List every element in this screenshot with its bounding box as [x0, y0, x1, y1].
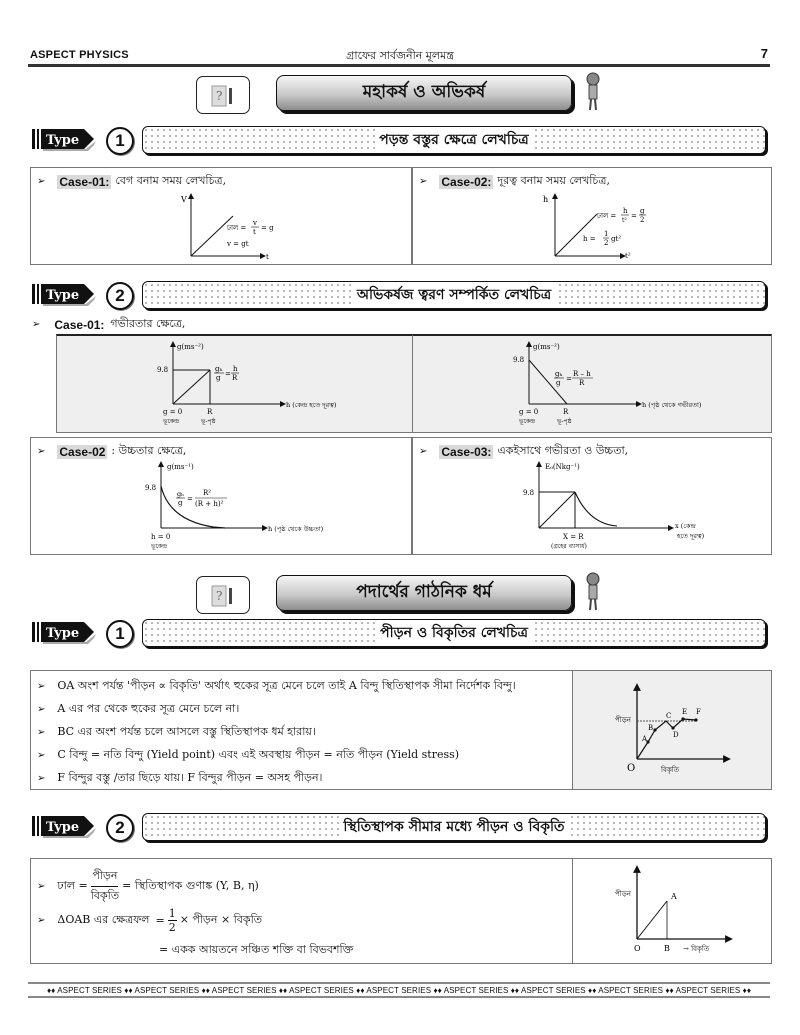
svg-text:পীড়ন: পীড়ন [615, 890, 631, 898]
type-badge [32, 814, 94, 836]
formula-row [37, 867, 259, 906]
arrow-bullet-icon: ➢ [419, 176, 428, 187]
svg-text:h = 0: h = 0 [151, 533, 171, 541]
svg-text:2: 2 [604, 239, 609, 247]
svg-text:R: R [207, 408, 213, 416]
svg-text:(গ্রহের ব্যাসার্ধ): (গ্রহের ব্যাসার্ধ) [551, 543, 587, 550]
formula-text: ঢাল = [57, 879, 88, 892]
mascot-icon [584, 572, 602, 612]
type-title-bar [142, 619, 766, 647]
svg-text:(R + h)²: (R + h)² [195, 500, 224, 508]
svg-text:g(ms⁻²): g(ms⁻²) [533, 343, 560, 351]
stress-strain-linear-panel [572, 858, 772, 964]
svg-text:9.8: 9.8 [157, 366, 169, 374]
svg-text:ভূকেন্দ্র: ভূকেন্দ্র [519, 418, 535, 425]
running-title: গ্রাফের সার্বজনীন মূলমন্ত্র [346, 49, 454, 62]
svg-text:R: R [563, 408, 569, 416]
svg-text:C: C [666, 712, 672, 720]
svg-text:ভূ-পৃষ্ঠ: ভূ-পৃষ্ঠ [201, 418, 216, 425]
type-number: 1 [106, 127, 134, 155]
svg-text:O: O [634, 944, 641, 953]
type-number: 2 [106, 814, 134, 842]
arrow-bullet-icon: ➢ [32, 319, 41, 330]
formula-text: = স্থিতিস্থাপক গুণাঙ্ক (Y, B, η) [122, 879, 259, 892]
svg-text:→ বিকৃতি: → বিকৃতি [683, 945, 710, 953]
arrow-bullet-icon: ➢ [37, 727, 46, 738]
case-label: Case-01: [54, 317, 105, 332]
depth-graph-surface [509, 338, 769, 430]
question-document-icon [196, 576, 250, 614]
numerator: 1 [168, 907, 176, 920]
case-text: গভীরতার ক্ষেত্রে, [110, 317, 186, 330]
case-box [412, 437, 772, 555]
svg-text:B: B [664, 944, 670, 953]
bullet-list-box [30, 670, 574, 790]
svg-text:R: R [232, 374, 238, 382]
case-text: বেগ বনাম সময় লেখচিত্র, [115, 174, 227, 187]
svg-text:Type: Type [46, 820, 80, 835]
svg-text:Type: Type [46, 626, 80, 641]
svg-text:E: E [682, 708, 688, 716]
type-title-bar [142, 813, 766, 841]
svg-text:Type: Type [46, 288, 80, 303]
bullet-item [37, 721, 573, 744]
chapter-title [276, 75, 572, 111]
case-box [30, 167, 412, 265]
footer-rule-bottom [28, 996, 770, 998]
bullet-item [37, 675, 573, 698]
type-title-bar [142, 281, 766, 309]
arrow-bullet-icon: ➢ [37, 704, 46, 715]
svg-text:ভূ-পৃষ্ঠ: ভূ-পৃষ্ঠ [557, 418, 572, 425]
svg-text:h (পৃষ্ঠ থেকে গভীরতা): h (পৃষ্ঠ থেকে গভীরতা) [642, 401, 702, 409]
footer-series-text: ♦♦ ASPECT SERIES ♦♦ ASPECT SERIES ♦♦ ASPECT SERIES ♦♦ ASPECT SERIES ♦♦ ASPECT SERIES ♦♦ ASPECT SERIES ♦♦ ASPECT SERIES ♦♦ ASPECT SERIES ♦♦ ASPECT SERIES ♦♦ [46, 986, 752, 995]
svg-text:X = R: X = R [563, 533, 584, 541]
svg-text:g(ms⁻¹): g(ms⁻¹) [167, 463, 194, 471]
svg-text:O: O [627, 763, 636, 774]
svg-text:g: g [178, 499, 183, 507]
velocity-time-graph [171, 190, 311, 262]
svg-text:R: R [579, 379, 585, 387]
svg-text:A: A [671, 892, 677, 901]
svg-text:h (পৃষ্ঠ থেকে উচ্চতা): h (পৃষ্ঠ থেকে উচ্চতা) [268, 525, 324, 533]
svg-text:v: v [253, 219, 257, 227]
arrow-bullet-icon: ➢ [37, 915, 46, 926]
bullet-text: F বিন্দুর বস্তু /তার ছিড়ে যায়। F বিন্দুর পীড়ন = অসহ পীড়ন। [57, 771, 323, 784]
svg-text:ঢাল =: ঢাল = [227, 224, 247, 232]
type-title-bar [142, 126, 766, 154]
type-title: পীড়ন ও বিকৃতির লেখচিত্র [376, 621, 532, 645]
combined-graph [507, 458, 767, 554]
bullet-text: OA অংশ পর্যন্ত 'পীড়ন ∝ বিকৃতি' অর্থাৎ হুকের সূত্র মেনে চলে তাই A বিন্দু স্থিতিস্থাপক সীমা নির্দেশক বিন্দু। [57, 679, 516, 692]
type-badge [32, 620, 94, 642]
formula-text: = [155, 914, 165, 927]
type-number: 2 [106, 282, 134, 310]
stress-strain-linear-graph [603, 863, 773, 959]
svg-text:Type: Type [46, 133, 80, 148]
footer-rule-top [28, 982, 770, 984]
case-text: একইসাথে গভীরতা ও উচ্চতা, [497, 444, 629, 457]
type-title: স্থিতিস্থাপক সীমার মধ্যে পীড়ন ও বিকৃতি [339, 815, 568, 839]
book-title: ASPECT PHYSICS [30, 49, 129, 61]
svg-text:h (কেন্দ্র হতে দূরত্ব): h (কেন্দ্র হতে দূরত্ব) [286, 401, 337, 409]
arrow-bullet-icon: ➢ [37, 773, 46, 784]
svg-text:9.8: 9.8 [523, 489, 535, 497]
case-label: Case-02: [441, 174, 492, 189]
bullet-item [37, 767, 573, 790]
formula-box [30, 858, 574, 964]
svg-text:A: A [642, 735, 648, 743]
arrow-bullet-icon: ➢ [37, 681, 46, 692]
numerator: পীড়ন [91, 867, 118, 887]
svg-text:h =: h = [583, 235, 596, 243]
height-graph [135, 458, 405, 554]
svg-text:gₕ: gₕ [215, 365, 223, 373]
case-text: দূরত্ব বনাম সময় লেখচিত্র, [497, 174, 610, 187]
svg-text:gt²: gt² [611, 235, 622, 243]
svg-text:h: h [543, 195, 549, 204]
svg-text:g(ms⁻²): g(ms⁻²) [177, 343, 204, 351]
svg-text:=: = [225, 370, 231, 378]
depth-graph-inside [153, 338, 413, 430]
mascot-icon [584, 72, 602, 112]
case-text: : উচ্চতার ক্ষেত্রে, [111, 444, 187, 457]
fraction [168, 907, 177, 934]
svg-text:F: F [696, 708, 701, 716]
svg-text:g = 0: g = 0 [163, 408, 183, 416]
bullet-item [37, 698, 573, 721]
svg-text:=: = [566, 375, 572, 383]
svg-text:R²: R² [203, 489, 212, 497]
svg-text:t²: t² [622, 217, 627, 224]
arrow-bullet-icon: ➢ [37, 176, 46, 187]
svg-text:ভূকেন্দ্র: ভূকেন্দ্র [163, 418, 179, 425]
svg-text:x (কেন্দ্র: x (কেন্দ্র [675, 522, 696, 530]
stress-strain-graph-panel [572, 670, 772, 790]
distance-time-graph [539, 190, 679, 262]
svg-text:t: t [253, 228, 256, 236]
header-rule [28, 64, 770, 67]
svg-text:gₕ: gₕ [177, 490, 184, 498]
question-document-icon [196, 76, 250, 114]
formula-row [37, 907, 262, 934]
fraction [91, 867, 119, 906]
svg-text:9.8: 9.8 [145, 484, 157, 492]
svg-text:v = gt: v = gt [227, 240, 249, 248]
case-box [30, 437, 412, 555]
case-label: Case-03: [441, 444, 492, 459]
chapter-title-text: পদার্থের গাঠনিক ধর্ম [356, 582, 492, 602]
bullet-text: A এর পর থেকে হুকের সূত্র মেনে চলে না। [57, 702, 240, 715]
type-badge [32, 282, 94, 304]
svg-text:1: 1 [604, 230, 609, 238]
svg-text:g: g [556, 379, 561, 387]
arrow-bullet-icon: ➢ [419, 446, 428, 457]
svg-text:h: h [623, 207, 628, 215]
svg-text:R – h: R – h [573, 370, 591, 378]
svg-text:ঢাল =: ঢাল = [597, 212, 617, 220]
svg-text:h: h [233, 365, 238, 373]
svg-text:t²: t² [625, 252, 631, 260]
type-title: পড়ন্ত বস্তুর ক্ষেত্রে লেখচিত্র [375, 128, 532, 152]
denominator: 2 [168, 921, 176, 934]
graph-panel [56, 334, 414, 433]
denominator: বিকৃতি [90, 889, 120, 902]
svg-text:=: = [187, 495, 193, 503]
svg-text:t: t [266, 253, 269, 261]
graph-panel [412, 334, 772, 433]
stress-strain-graph [603, 679, 773, 779]
arrow-bullet-icon: ➢ [37, 446, 46, 457]
svg-text:বিকৃতি: বিকৃতি [661, 766, 680, 774]
case-box [412, 167, 772, 265]
type-title: অভিকর্ষজ ত্বরণ সম্পর্কিত লেখচিত্র [353, 283, 555, 307]
bullet-item [37, 744, 573, 767]
formula-row: = একক আয়তনে সঞ্চিত শক্তি বা বিভবশক্তি [159, 943, 354, 956]
chapter-title [276, 575, 572, 611]
svg-text:E₀(Nkg⁻¹): E₀(Nkg⁻¹) [545, 463, 580, 471]
type-number: 1 [106, 620, 134, 648]
formula-text: × পীড়ন × বিকৃতি [179, 913, 263, 926]
svg-text:= g: = g [261, 224, 274, 232]
formula-text: ΔOAB এর ক্ষেত্রফল [57, 913, 150, 926]
case-label: Case-02 [59, 444, 106, 459]
svg-text:2: 2 [640, 216, 645, 224]
svg-text:g: g [640, 207, 645, 215]
svg-text:?: ? [216, 589, 223, 603]
case-label: Case-01: [59, 174, 110, 189]
type-badge [32, 127, 94, 149]
svg-text:ভূকেন্দ্র: ভূকেন্দ্র [151, 543, 167, 550]
bullet-text: BC এর অংশ পর্যন্ত চলে আসলে বস্তু স্থিতিস্থাপক ধর্ম হারায়। [57, 725, 316, 738]
svg-text:হতে দূরত্ব): হতে দূরত্ব) [677, 532, 705, 540]
bullet-text: C বিন্দু = নতি বিন্দু (Yield point) এবং এই অবস্থায় পীড়ন = নতি পীড়ন (Yield stress) [57, 748, 460, 761]
svg-text:gₕ: gₕ [555, 370, 563, 378]
svg-text:9.8: 9.8 [513, 356, 525, 364]
arrow-bullet-icon: ➢ [37, 750, 46, 761]
svg-text:g = 0: g = 0 [519, 408, 539, 416]
svg-text:D: D [673, 731, 679, 739]
svg-text:g: g [216, 374, 221, 382]
case-heading [32, 315, 185, 334]
svg-text:B: B [648, 724, 654, 732]
svg-text:=: = [631, 212, 637, 220]
arrow-bullet-icon: ➢ [37, 881, 46, 892]
page-number: 7 [760, 46, 768, 61]
svg-text:V: V [181, 195, 187, 204]
chapter-title-text: মহাকর্ষ ও অভিকর্ষ [362, 82, 486, 102]
svg-text:?: ? [216, 89, 223, 103]
svg-text:পীড়ন: পীড়ন [615, 716, 631, 724]
